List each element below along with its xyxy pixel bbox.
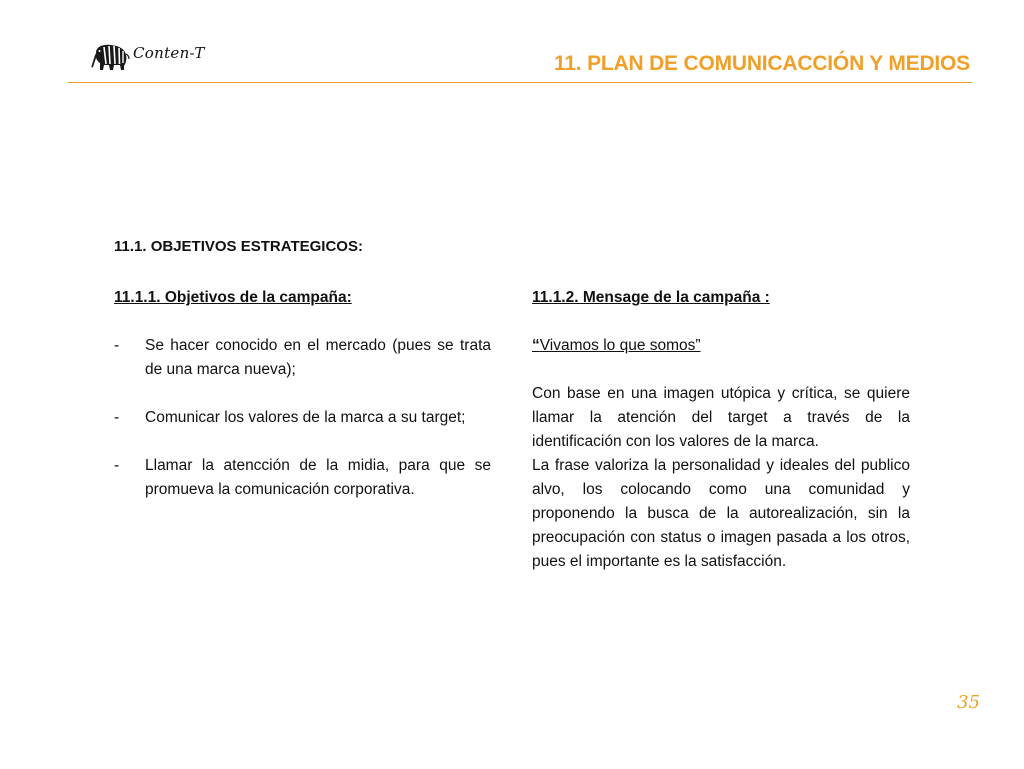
list-item — [114, 454, 491, 502]
left-subheading: 11.1.1. Objetivos de la campaña: — [114, 289, 352, 306]
campaign-slogan — [532, 334, 910, 358]
list-item — [114, 406, 491, 430]
list-item-text: Llamar la atencción de la midia, para que se promueva la comunicación corporativa. — [145, 457, 491, 498]
bullet-dash: - — [114, 337, 120, 354]
header-divider — [68, 82, 972, 83]
list-item-text: Comunicar los valores de la marca a su target; — [145, 409, 466, 426]
right-subheading: 11.1.2. Mensage de la campaña : — [532, 289, 770, 306]
bullet-dash: - — [114, 409, 120, 426]
page-title: 11. PLAN DE COMUNICACCIÓN Y MEDIOS — [554, 52, 970, 75]
objectives-list — [114, 334, 491, 502]
logo-text: Conten-T — [133, 44, 205, 62]
bullet-dash: - — [114, 457, 120, 474]
list-item — [114, 334, 491, 382]
elephant-icon — [90, 41, 130, 71]
slogan-text: Vivamos lo que somos” — [539, 337, 701, 354]
message-paragraph: Con base en una imagen utópica y crítica, se quiere llamar la atención del target a través de la identificación con los valores de la marca. — [532, 385, 910, 450]
left-column — [114, 286, 491, 526]
list-item-text: Se hacer conocido en el mercado (pues se trata de una marca nueva); — [145, 337, 491, 378]
section-heading: 11.1. OBJETIVOS ESTRATEGICOS: — [114, 238, 363, 255]
message-paragraph: La frase valoriza la personalidad y ideales del publico alvo, los colocando como una comunidad y proponendo la busca de la autorealización, sin la preocupación con status o imagen pasada a los otros, pues el importante es la satisfacción. — [532, 457, 910, 570]
brand-logo — [90, 40, 205, 72]
slogan-open-quote: “ — [532, 337, 540, 354]
right-column — [532, 286, 910, 574]
page-number: 35 — [957, 692, 980, 713]
